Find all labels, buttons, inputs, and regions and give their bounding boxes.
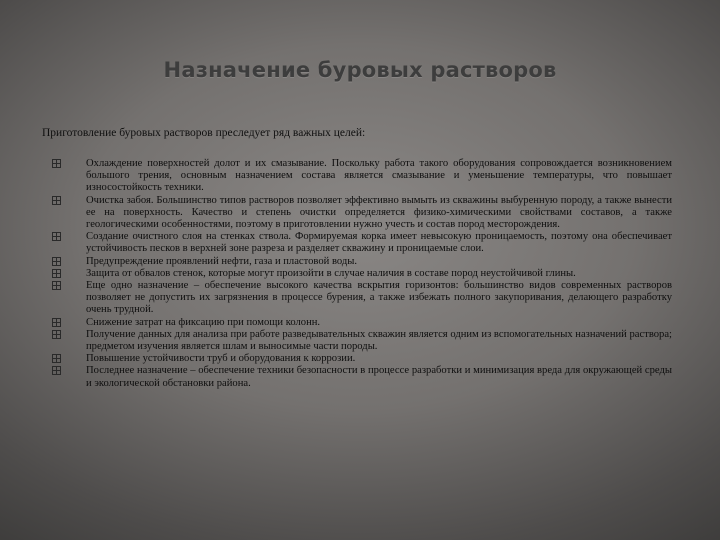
list-item-text: Получение данных для анализа при работе разведывательных скважин является одним из вспомогательных назначений раствора; предметом изучения является шлам и выносимые части породы. bbox=[86, 328, 672, 353]
list-item bbox=[52, 317, 672, 329]
list-item bbox=[52, 365, 672, 389]
list-item-text: Предупреждение проявлений нефти, газа и пластовой воды. bbox=[86, 255, 358, 267]
boxed-plus-icon bbox=[52, 196, 61, 205]
list-item-text: Создание очистного слоя на стенках ствола. Формируемая корка имеет невысокую проницаемость, поэтому она обеспечивает устойчивость песков в верхней зоне разреза и разделяет скважину и проницаемые слои. bbox=[86, 231, 672, 255]
list-item bbox=[52, 329, 672, 353]
list-item bbox=[52, 195, 672, 232]
list-item bbox=[52, 353, 672, 365]
list-item bbox=[52, 256, 672, 268]
list-item-text: Последнее назначение – обеспечение техники безопасности в процессе разработки и минимизация вреда для окружающей среды и экологической обстановки района. bbox=[86, 365, 672, 389]
boxed-plus-icon bbox=[52, 257, 61, 266]
boxed-plus-icon bbox=[52, 366, 61, 375]
boxed-plus-icon bbox=[52, 281, 61, 290]
boxed-plus-icon bbox=[52, 232, 61, 241]
list-item-text: Охлаждение поверхностей долот и их смазывание. Поскольку работа такого оборудования сопровождается возникновением большого трения, основным назначением состава является смазывание и уменьшение температуры, что повышает износостойкость техники. bbox=[86, 158, 672, 194]
slide-title: Назначение буровых растворов bbox=[163, 58, 557, 82]
list-item-text: Очистка забоя. Большинство типов растворов позволяет эффективно вымыть из скважины выбуренную породу, а также вынести ее на поверхность. Качество и степень очистки определяется физико-химическими свойствами составов, а также геологическими особенностями, поэтому в приготовлении нужно учесть и состав пород месторождения. bbox=[86, 194, 672, 231]
list-item-text: Еще одно назначение – обеспечение высокого качества вскрытия горизонтов: большинство видов современных растворов позволяет не допустить их загрязнения в процессе бурения, а также избежать полного закупоривания, делающего разработку очень трудной. bbox=[86, 280, 672, 316]
list-item-text: Повышение устойчивости труб и оборудования к коррозии. bbox=[86, 353, 356, 365]
list-item-text: Снижение затрат на фиксацию при помощи колонн. bbox=[86, 316, 321, 328]
bullet-list bbox=[52, 158, 672, 390]
boxed-plus-icon bbox=[52, 354, 61, 363]
intro-text: Приготовление буровых растворов преследует ряд важных целей: bbox=[42, 127, 366, 139]
boxed-plus-icon bbox=[52, 330, 61, 339]
list-item bbox=[52, 158, 672, 195]
boxed-plus-icon bbox=[52, 269, 61, 278]
list-item bbox=[52, 268, 672, 280]
list-item bbox=[52, 280, 672, 317]
boxed-plus-icon bbox=[52, 318, 61, 327]
list-item bbox=[52, 231, 672, 255]
list-item-text: Защита от обвалов стенок, которые могут произойти в случае наличия в составе пород неустойчивой глины. bbox=[86, 267, 576, 279]
boxed-plus-icon bbox=[52, 159, 61, 168]
